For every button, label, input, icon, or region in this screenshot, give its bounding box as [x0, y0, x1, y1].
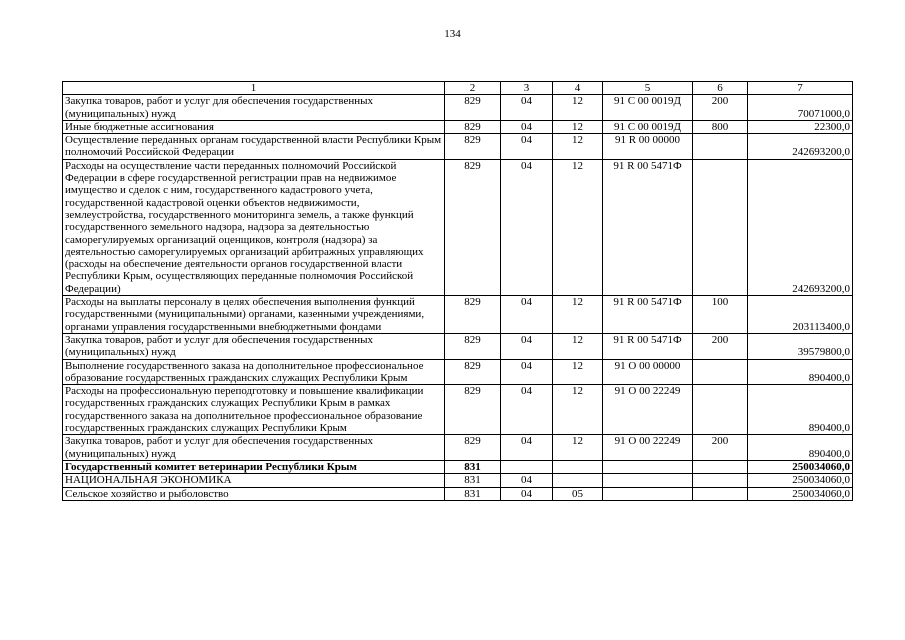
target-article-cell: 91 R 00 5471Ф: [603, 296, 693, 334]
target-article-cell: 91 С 00 0019Д: [603, 95, 693, 121]
amount-cell: 250034060,0: [748, 460, 853, 473]
subsection-cell: 05: [553, 487, 603, 500]
table-row: [63, 359, 853, 385]
subsection-cell: 12: [553, 385, 603, 435]
expense-type-cell: [693, 474, 748, 487]
header-cell: 6: [693, 82, 748, 95]
target-article-cell: 91 R 00 5471Ф: [603, 333, 693, 359]
page-number: 134: [444, 28, 461, 40]
expense-type-cell: [693, 487, 748, 500]
row-name-cell: Сельское хозяйство и рыболовство: [63, 487, 445, 500]
expense-type-cell: 200: [693, 435, 748, 461]
header-cell: 2: [445, 82, 501, 95]
amount-cell: 890400,0: [748, 435, 853, 461]
target-article-cell: [603, 460, 693, 473]
subsection-cell: 12: [553, 435, 603, 461]
table-header-row: [63, 82, 853, 95]
ministry-code-cell: 829: [445, 385, 501, 435]
subsection-cell: 12: [553, 296, 603, 334]
ministry-code-cell: 831: [445, 460, 501, 473]
target-article-cell: 91 R 00 5471Ф: [603, 159, 693, 295]
table-row: [63, 134, 853, 160]
section-cell: 04: [501, 359, 553, 385]
table-row: [63, 487, 853, 500]
subsection-cell: 12: [553, 95, 603, 121]
ministry-code-cell: 829: [445, 296, 501, 334]
header-cell: 4: [553, 82, 603, 95]
section-cell: 04: [501, 296, 553, 334]
target-article-cell: 91 О 00 22249: [603, 435, 693, 461]
header-cell: 3: [501, 82, 553, 95]
row-name-cell: Закупка товаров, работ и услуг для обеспечения государственных (муниципальных) нужд: [63, 333, 445, 359]
target-article-cell: [603, 487, 693, 500]
table-row: [63, 435, 853, 461]
expense-type-cell: [693, 159, 748, 295]
section-cell: 04: [501, 134, 553, 160]
amount-cell: 203113400,0: [748, 296, 853, 334]
table-row: [63, 385, 853, 435]
expense-type-cell: 100: [693, 296, 748, 334]
subsection-cell: 12: [553, 134, 603, 160]
row-name-cell: Закупка товаров, работ и услуг для обеспечения государственных (муниципальных) нужд: [63, 435, 445, 461]
amount-cell: 250034060,0: [748, 474, 853, 487]
amount-cell: 70071000,0: [748, 95, 853, 121]
subsection-cell: 12: [553, 159, 603, 295]
expense-type-cell: 200: [693, 95, 748, 121]
table-row: [63, 474, 853, 487]
amount-cell: 242693200,0: [748, 159, 853, 295]
ministry-code-cell: 831: [445, 487, 501, 500]
subsection-cell: [553, 460, 603, 473]
amount-cell: 22300,0: [748, 120, 853, 133]
ministry-code-cell: 829: [445, 333, 501, 359]
expense-type-cell: [693, 134, 748, 160]
section-cell: 04: [501, 435, 553, 461]
ministry-code-cell: 829: [445, 95, 501, 121]
amount-cell: 242693200,0: [748, 134, 853, 160]
ministry-code-cell: 831: [445, 474, 501, 487]
table-row: [63, 460, 853, 473]
subsection-cell: 12: [553, 333, 603, 359]
subsection-cell: 12: [553, 359, 603, 385]
target-article-cell: 91 С 00 0019Д: [603, 120, 693, 133]
table-row: [63, 159, 853, 295]
amount-cell: 39579800,0: [748, 333, 853, 359]
amount-cell: 890400,0: [748, 359, 853, 385]
header-cell: 1: [63, 82, 445, 95]
table-row: [63, 296, 853, 334]
table-row: [63, 333, 853, 359]
section-cell: 04: [501, 120, 553, 133]
expense-type-cell: [693, 385, 748, 435]
section-cell: 04: [501, 487, 553, 500]
expense-type-cell: [693, 359, 748, 385]
row-name-cell: НАЦИОНАЛЬНАЯ ЭКОНОМИКА: [63, 474, 445, 487]
row-name-cell: Закупка товаров, работ и услуг для обеспечения государственных (муниципальных) нужд: [63, 95, 445, 121]
section-cell: 04: [501, 159, 553, 295]
section-cell: 04: [501, 333, 553, 359]
expense-type-cell: 800: [693, 120, 748, 133]
target-article-cell: 91 О 00 22249: [603, 385, 693, 435]
target-article-cell: 91 R 00 00000: [603, 134, 693, 160]
row-name-cell: Осуществление переданных органам государственной власти Республики Крым полномочий Российской Федерации: [63, 134, 445, 160]
amount-cell: 890400,0: [748, 385, 853, 435]
row-name-cell: Иные бюджетные ассигнования: [63, 120, 445, 133]
ministry-code-cell: 829: [445, 435, 501, 461]
row-name-cell: Расходы на выплаты персоналу в целях обеспечения выполнения функций государственными (муниципальными) органами, казенными учреждениями, органами управления государственными внебюджетными фондами: [63, 296, 445, 334]
expense-type-cell: 200: [693, 333, 748, 359]
row-name-cell: Выполнение государственного заказа на дополнительное профессиональное образование государственных гражданских служащих Республики Крым: [63, 359, 445, 385]
ministry-code-cell: 829: [445, 159, 501, 295]
target-article-cell: [603, 474, 693, 487]
table-row: [63, 95, 853, 121]
row-name-cell: Расходы на осуществление части переданных полномочий Российской Федерации в сфере государственной регистрации прав на недвижимое имущество и сделок с ним, государственного кадастрового учета, государственной кадастровой оценки объектов недвижимости, землеустройства, государственного мониторинга земель, а также функций государственного земельного надзора, надзора за деятельностью саморегулируемых организаций оценщиков, контроля (надзора) за деятельностью саморегулируемых организаций арбитражных управляющих (расходы на обеспечение деятельности органов государственной власти Республики Крым, осуществляющих переданные полномочия Российской Федерации): [63, 159, 445, 295]
header-cell: 7: [748, 82, 853, 95]
section-cell: [501, 460, 553, 473]
ministry-code-cell: 829: [445, 134, 501, 160]
budget-table: [62, 81, 853, 501]
subsection-cell: 12: [553, 120, 603, 133]
ministry-code-cell: 829: [445, 359, 501, 385]
expense-type-cell: [693, 460, 748, 473]
row-name-cell: Государственный комитет ветеринарии Республики Крым: [63, 460, 445, 473]
section-cell: 04: [501, 474, 553, 487]
ministry-code-cell: 829: [445, 120, 501, 133]
amount-cell: 250034060,0: [748, 487, 853, 500]
section-cell: 04: [501, 385, 553, 435]
table-row: [63, 120, 853, 133]
target-article-cell: 91 О 00 00000: [603, 359, 693, 385]
subsection-cell: [553, 474, 603, 487]
section-cell: 04: [501, 95, 553, 121]
row-name-cell: Расходы на профессиональную переподготовку и повышение квалификации государственных гражданских служащих Республики Крым в рамках государственного заказа на дополнительное профессиональное образование государственных гражданских служащих Республики Крым: [63, 385, 445, 435]
header-cell: 5: [603, 82, 693, 95]
